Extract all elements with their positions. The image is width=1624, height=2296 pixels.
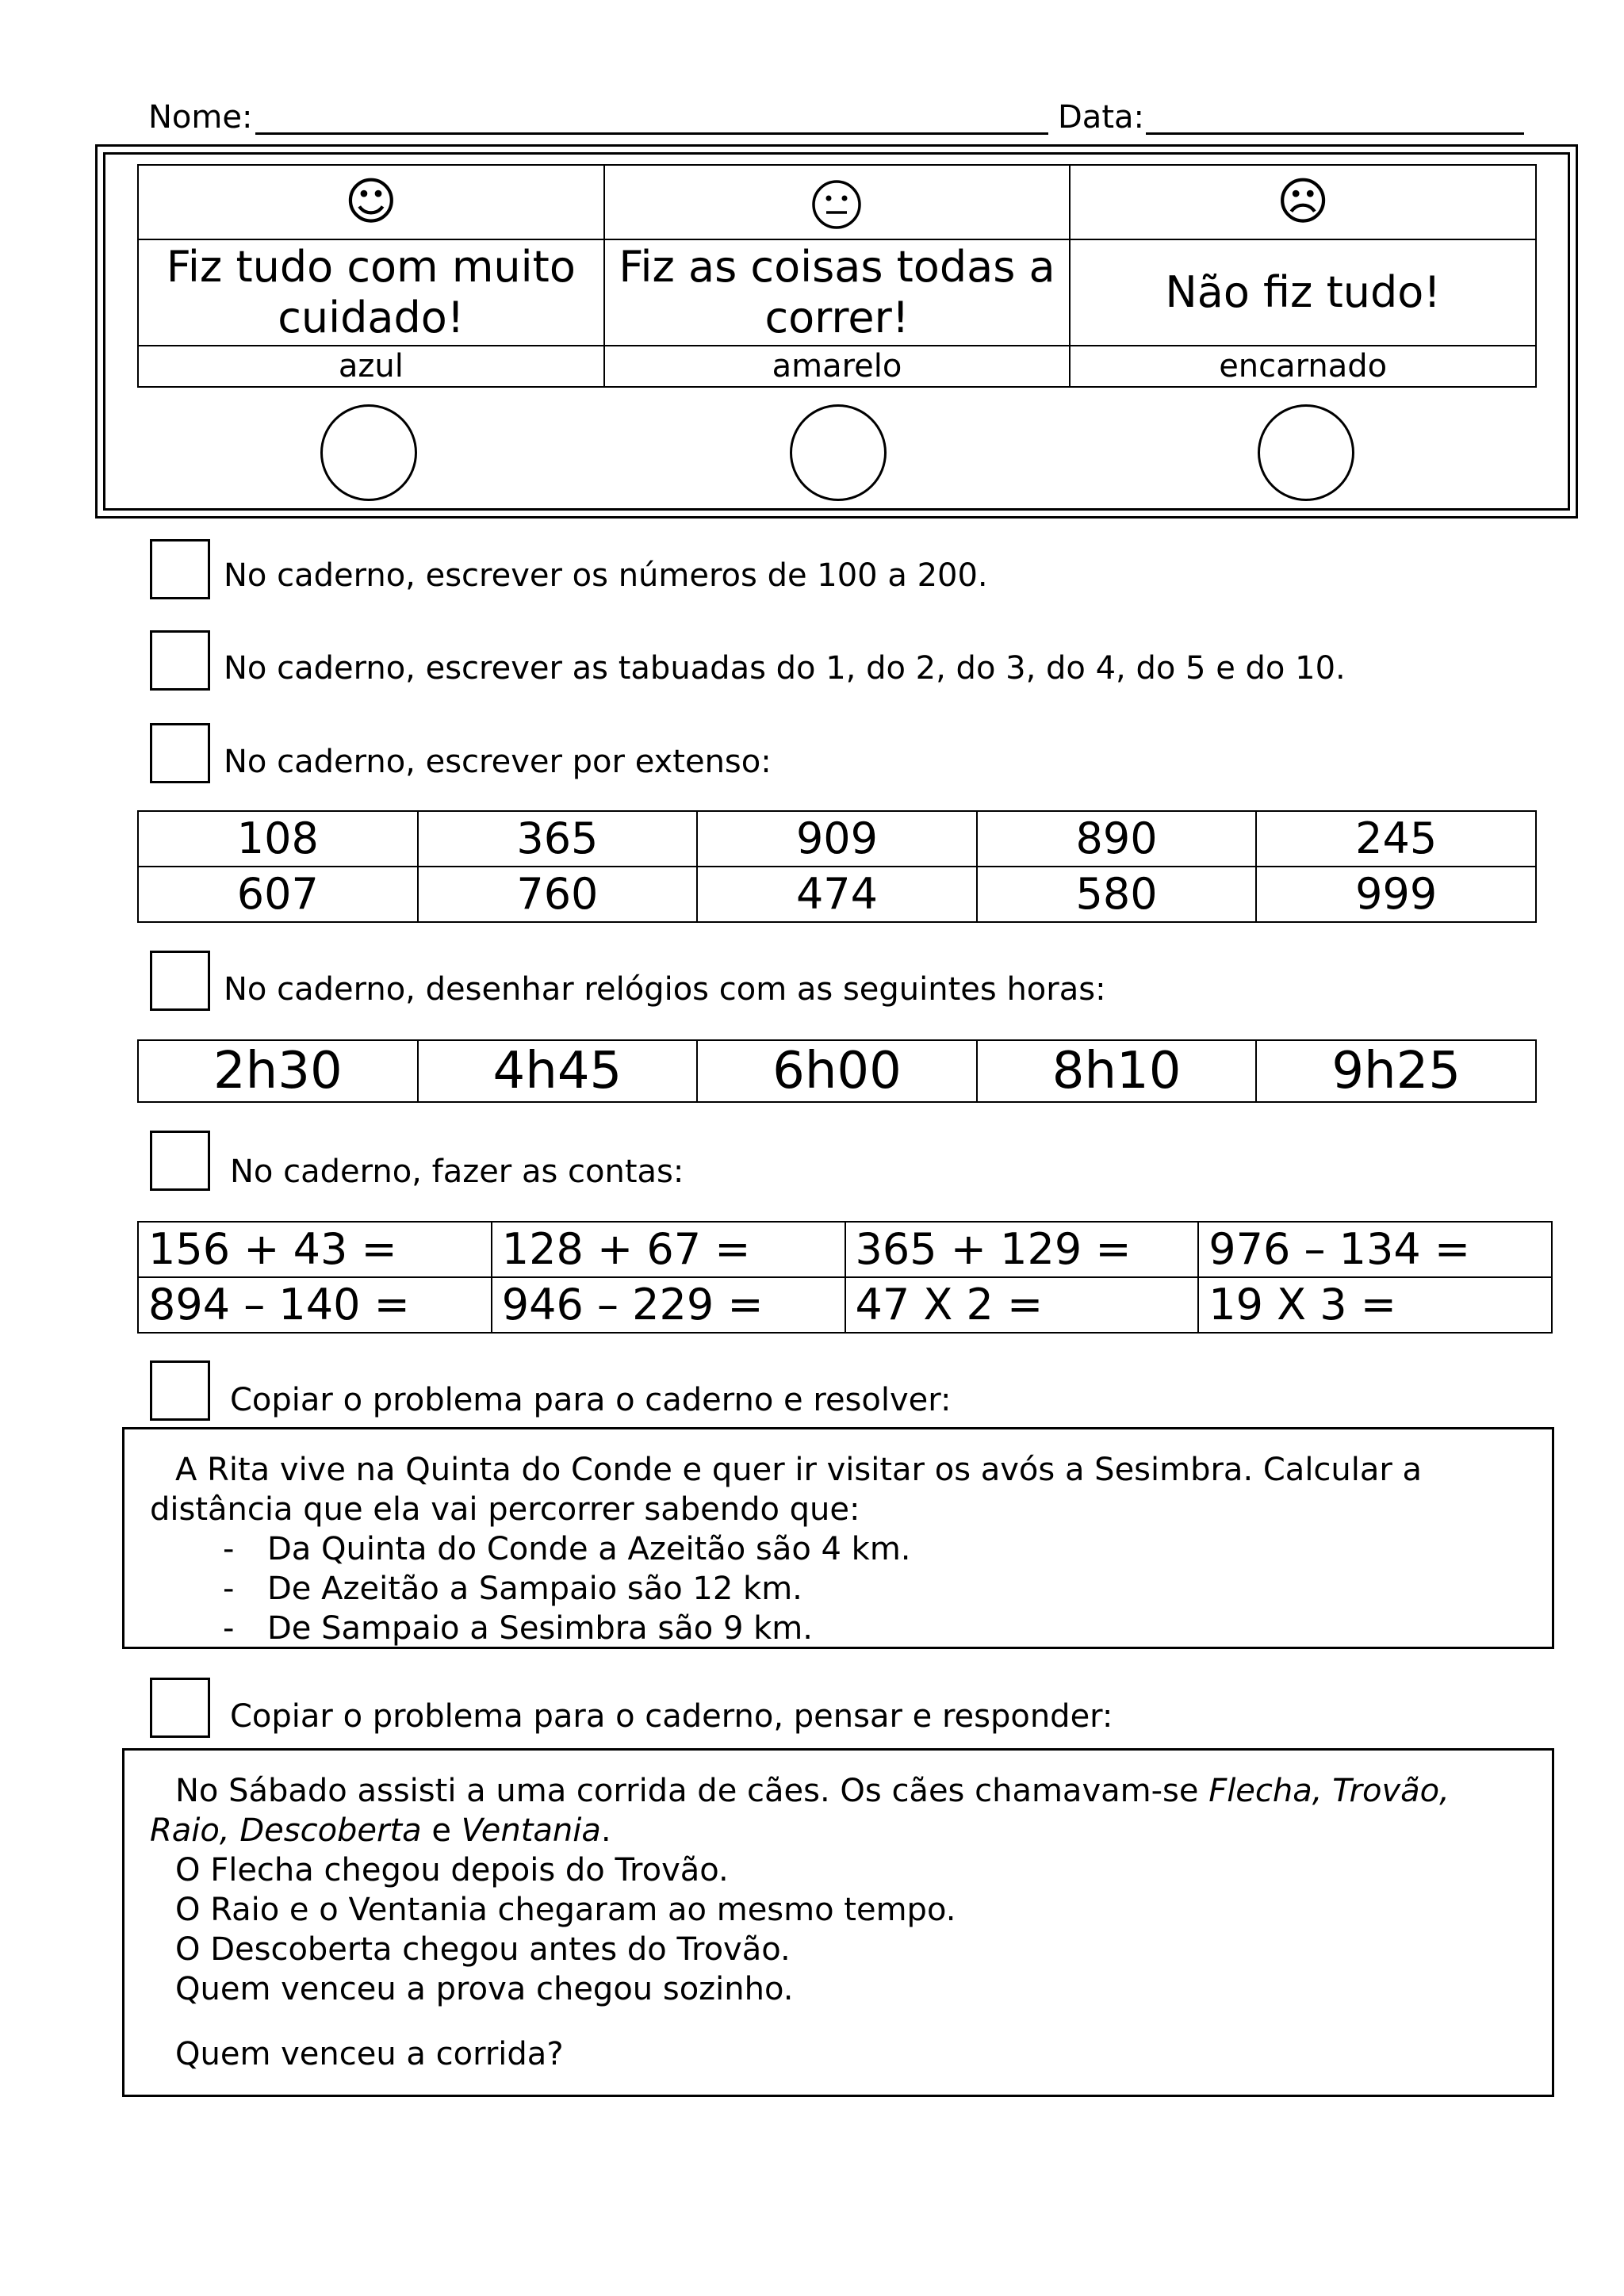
task-instruction: No caderno, escrever por extenso: — [224, 744, 772, 780]
problem-list-item: - De Azeitão a Sampaio são 12 km. — [223, 1571, 802, 1607]
evaluation-color: azul — [138, 346, 604, 387]
task-checkbox[interactable] — [150, 1360, 210, 1421]
number-cell: 607 — [138, 867, 418, 922]
number-cell: 760 — [418, 867, 698, 922]
evaluation-color: encarnado — [1070, 346, 1536, 387]
time-cell: 2h30 — [138, 1040, 418, 1102]
evaluation-table — [137, 164, 1537, 388]
numbers-table — [137, 810, 1537, 923]
task-checkbox[interactable] — [150, 1678, 210, 1738]
color-circle-blue[interactable] — [320, 404, 417, 501]
number-cell: 108 — [138, 811, 418, 867]
number-cell: 245 — [1256, 811, 1536, 867]
problem-intro: A Rita vive na Quinta do Conde e quer ir visitar os avós a Sesimbra. Calcular a distância que ela vai percorrer sabendo que: — [150, 1452, 1423, 1528]
problem-list-item: - De Sampaio a Sesimbra são 9 km. — [223, 1610, 813, 1647]
problem-intro: No Sábado assisti a uma corrida de cães. Os cães chamavam-se Flecha, Trovão, Raio, Descoberta e Ventania. — [150, 1773, 1450, 1849]
neutral-face-icon — [604, 165, 1071, 239]
sad-face-icon: ☹ — [1070, 165, 1536, 239]
time-cell: 6h00 — [697, 1040, 977, 1102]
number-cell: 580 — [977, 867, 1257, 922]
operation-cell: 47 X 2 = — [845, 1277, 1199, 1333]
operation-cell: 894 – 140 = — [138, 1277, 492, 1333]
problem-box-distance — [122, 1427, 1554, 1649]
name-field[interactable] — [255, 132, 1048, 135]
time-cell: 4h45 — [418, 1040, 698, 1102]
evaluation-description: Não fiz tudo! — [1070, 239, 1536, 346]
problem-list-item: - Da Quinta do Conde a Azeitão são 4 km. — [223, 1531, 911, 1567]
problem-clue: O Flecha chegou depois do Trovão. — [175, 1852, 729, 1888]
time-cell: 8h10 — [977, 1040, 1257, 1102]
number-cell: 909 — [697, 811, 977, 867]
smiley-face-icon: ☺ — [138, 165, 604, 239]
task-checkbox[interactable] — [150, 539, 210, 599]
number-cell: 365 — [418, 811, 698, 867]
evaluation-description: Fiz as coisas todas a correr! — [604, 239, 1071, 346]
number-cell: 999 — [1256, 867, 1536, 922]
operation-cell: 128 + 67 = — [492, 1222, 845, 1277]
task-instruction: Copiar o problema para o caderno, pensar e responder: — [230, 1698, 1113, 1735]
evaluation-description: Fiz tudo com muito cuidado! — [138, 239, 604, 346]
task-instruction: No caderno, fazer as contas: — [230, 1154, 684, 1190]
color-circle-red[interactable] — [1258, 404, 1354, 501]
task-instruction: No caderno, escrever os números de 100 a 200. — [224, 557, 988, 594]
operation-cell: 365 + 129 = — [845, 1222, 1199, 1277]
times-table — [137, 1039, 1537, 1103]
task-checkbox[interactable] — [150, 1131, 210, 1191]
task-instruction: Copiar o problema para o caderno e resolver: — [230, 1382, 952, 1418]
time-cell: 9h25 — [1256, 1040, 1536, 1102]
problem-box-dog-race — [122, 1748, 1554, 2097]
evaluation-color: amarelo — [604, 346, 1071, 387]
task-instruction: No caderno, escrever as tabuadas do 1, do 2, do 3, do 4, do 5 e do 10. — [224, 650, 1346, 687]
operations-table — [137, 1221, 1553, 1334]
problem-question: Quem venceu a corrida? — [175, 2036, 564, 2072]
task-checkbox[interactable] — [150, 630, 210, 691]
date-label: Data: — [1058, 99, 1144, 136]
color-circle-yellow[interactable] — [790, 404, 887, 501]
name-label: Nome: — [148, 99, 253, 136]
date-field[interactable] — [1146, 132, 1524, 135]
operation-cell: 19 X 3 = — [1198, 1277, 1552, 1333]
operation-cell: 976 – 134 = — [1198, 1222, 1552, 1277]
operation-cell: 946 – 229 = — [492, 1277, 845, 1333]
operation-cell: 156 + 43 = — [138, 1222, 492, 1277]
number-cell: 890 — [977, 811, 1257, 867]
problem-clue: O Descoberta chegou antes do Trovão. — [175, 1931, 791, 1968]
task-instruction: No caderno, desenhar relógios com as seguintes horas: — [224, 971, 1106, 1008]
number-cell: 474 — [697, 867, 977, 922]
problem-clue: Quem venceu a prova chegou sozinho. — [175, 1971, 794, 2007]
task-checkbox[interactable] — [150, 723, 210, 783]
task-checkbox[interactable] — [150, 951, 210, 1011]
problem-clue: O Raio e o Ventania chegaram ao mesmo tempo. — [175, 1892, 956, 1928]
